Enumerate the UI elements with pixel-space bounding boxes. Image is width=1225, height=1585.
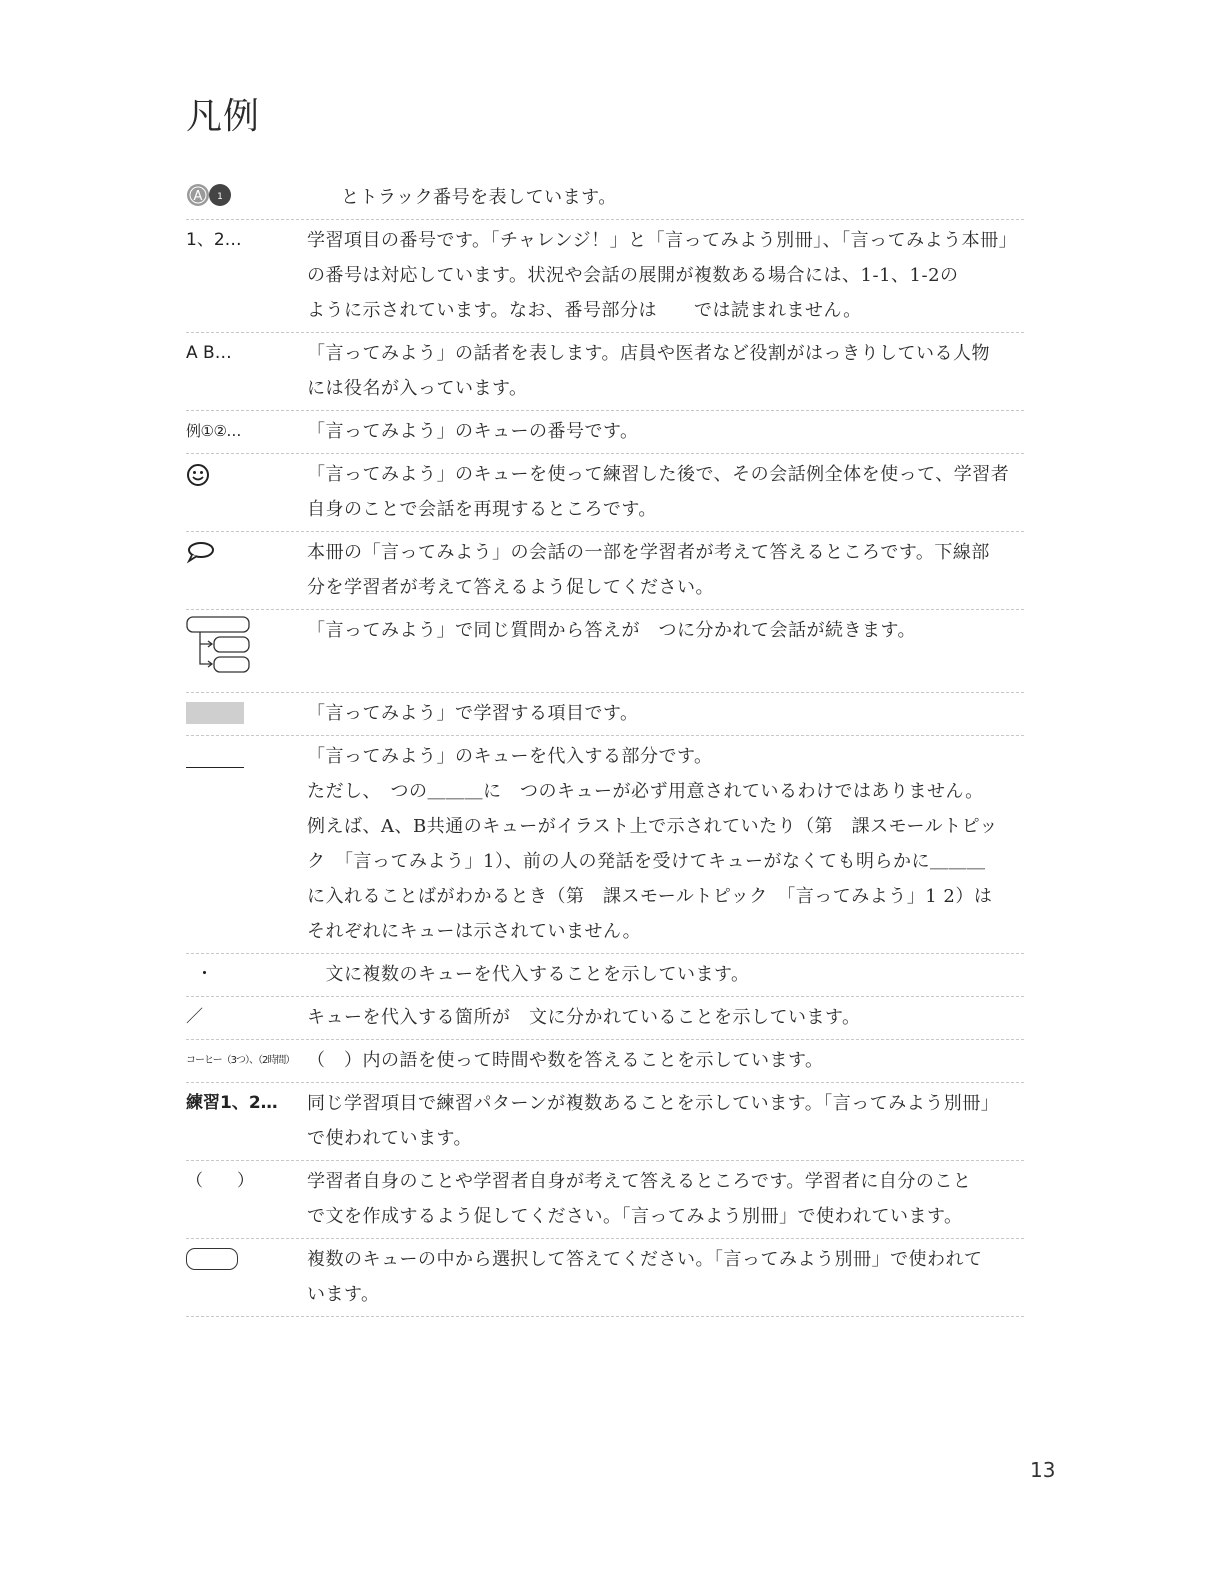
legend-row: [186, 693, 1024, 736]
desc-line: に入れることばがわかるとき（第 課スモールトピック 「言ってみよう」1 2）は: [307, 886, 993, 907]
legend-description: [307, 739, 1024, 949]
desc-line: 自身のことで会話を再現するところです。: [307, 499, 657, 520]
desc-line: それぞれにキューは示されていません。: [307, 921, 642, 942]
desc-line: 文に複数のキューを代入することを示しています。: [307, 964, 750, 985]
desc-line: 同じ学習項目で練習パターンが複数あることを示しています。「言ってみよう別冊」: [307, 1093, 1000, 1114]
desc-line: います。: [307, 1284, 380, 1305]
cd-track-badge-icon: [186, 182, 234, 208]
legend-description: [307, 535, 1024, 605]
legend-symbol: [186, 180, 307, 215]
legend-row: [186, 1161, 1024, 1239]
desc-line: 「言ってみよう」で学習する項目です。: [307, 703, 639, 724]
rounded-pill-box: [186, 1248, 238, 1270]
legend-description: [307, 1242, 1024, 1312]
legend-description: [307, 1086, 1024, 1156]
branch-diagram-icon: [186, 615, 252, 675]
desc-line: 例えば、A、B共通のキューがイラスト上で示されていたり（第 課スモールトピッ: [307, 816, 998, 837]
legend-description: [307, 457, 1024, 527]
legend-row: [186, 454, 1024, 532]
desc-line: ただし、 つの＿＿＿に つのキューが必ず用意されているわけではありません。: [307, 781, 984, 802]
legend-row: [186, 954, 1024, 997]
legend-row: [186, 220, 1024, 333]
legend-symbol: [186, 613, 307, 688]
legend-symbol: 例①②…: [186, 422, 241, 440]
legend-symbol: ・: [196, 964, 213, 984]
legend-row: [186, 736, 1024, 954]
legend-symbol: ／: [186, 1007, 203, 1027]
legend-row: [186, 997, 1024, 1040]
legend-symbol: A B…: [186, 343, 232, 363]
badge-number: 1: [217, 192, 223, 202]
legend-description: [307, 1164, 1024, 1234]
legend-row: [186, 532, 1024, 610]
page-number: 13: [1030, 1458, 1056, 1482]
page-title: 凡例: [186, 96, 261, 137]
desc-line: の番号は対応しています。状況や会話の展開が複数ある場合には、1-1、1-2の: [307, 265, 959, 286]
legend-description: [307, 414, 1024, 449]
desc-line: で使われています。: [307, 1128, 473, 1149]
legend-description: [307, 696, 1024, 731]
desc-line: とトラック番号を表しています。: [341, 187, 617, 208]
legend-description: [307, 1000, 1024, 1035]
desc-line: 「言ってみよう」のキューを代入する部分です。: [307, 746, 713, 767]
legend-symbol: [186, 739, 307, 949]
desc-line: 学習項目の番号です。「チャレンジ！」と「言ってみよう別冊」、「言ってみよう本冊」: [307, 230, 1018, 251]
desc-line: キューを代入する箇所が 文に分かれていることを示しています。: [307, 1007, 861, 1028]
legend-row: [186, 333, 1024, 411]
desc-line: 分を学習者が考えて答えるよう促してください。: [307, 577, 714, 598]
legend-row: [186, 1239, 1024, 1317]
legend-description: [307, 223, 1024, 328]
legend-row: [186, 610, 1024, 693]
legend-row: [186, 177, 1024, 220]
desc-line: 「言ってみよう」の話者を表します。店員や医者など役割がはっきりしている人物: [307, 343, 991, 364]
desc-line: で文を作成するよう促してください。「言ってみよう別冊」で使われています。: [307, 1206, 963, 1227]
desc-line: 「言ってみよう」のキューの番号です。: [307, 421, 639, 442]
desc-line: 「言ってみよう」のキューを使って練習した後で、その会話例全体を使って、学習者: [307, 464, 1010, 485]
desc-line: 複数のキューの中から選択して答えてください。「言ってみよう別冊」で使われて: [307, 1249, 983, 1270]
legend-row: [186, 1083, 1024, 1161]
desc-line: 「言ってみよう」で同じ質問から答えが つに分かれて会話が続きます。: [307, 620, 917, 641]
legend-symbol: [186, 535, 307, 605]
underline-blank: [186, 745, 244, 768]
legend-symbol: [186, 457, 307, 527]
desc-line: には役名が入っています。: [307, 378, 528, 399]
legend-list: [186, 177, 1024, 1317]
speech-bubble-icon: [186, 540, 216, 564]
desc-line: （ ）内の語を使って時間や数を答えることを示しています。: [307, 1050, 824, 1071]
legend-description: [307, 1043, 1024, 1078]
legend-description: [307, 957, 1024, 992]
legend-description: [307, 336, 1024, 406]
legend-symbol: 練習1、2…: [186, 1093, 278, 1113]
legend-symbol: （ ）: [186, 1171, 254, 1191]
legend-symbol: 1、2…: [186, 230, 242, 250]
legend-description: [307, 180, 1024, 215]
badge-letter: A: [193, 189, 203, 204]
legend-symbol: [186, 1242, 307, 1312]
gray-shade-box: [186, 702, 244, 724]
smiley-face-icon: [186, 460, 212, 488]
legend-row: [186, 411, 1024, 454]
legend-symbol: [186, 696, 307, 731]
desc-line: ように示されています。なお、番号部分は では読まれません。: [307, 300, 862, 321]
desc-line: 本冊の「言ってみよう」の会話の一部を学習者が考えて答えるところです。下線部: [307, 542, 990, 563]
desc-line: ク 「言ってみよう」1）、前の人の発話を受けてキューがなくても明らかに＿＿＿: [307, 851, 986, 872]
legend-row: [186, 1040, 1024, 1083]
legend-description: [307, 613, 1024, 688]
desc-line: 学習者自身のことや学習者自身が考えて答えるところです。学習者に自分のこと: [307, 1171, 972, 1192]
legend-symbol: コーヒー（3つ）、（2時間）: [186, 1055, 295, 1066]
